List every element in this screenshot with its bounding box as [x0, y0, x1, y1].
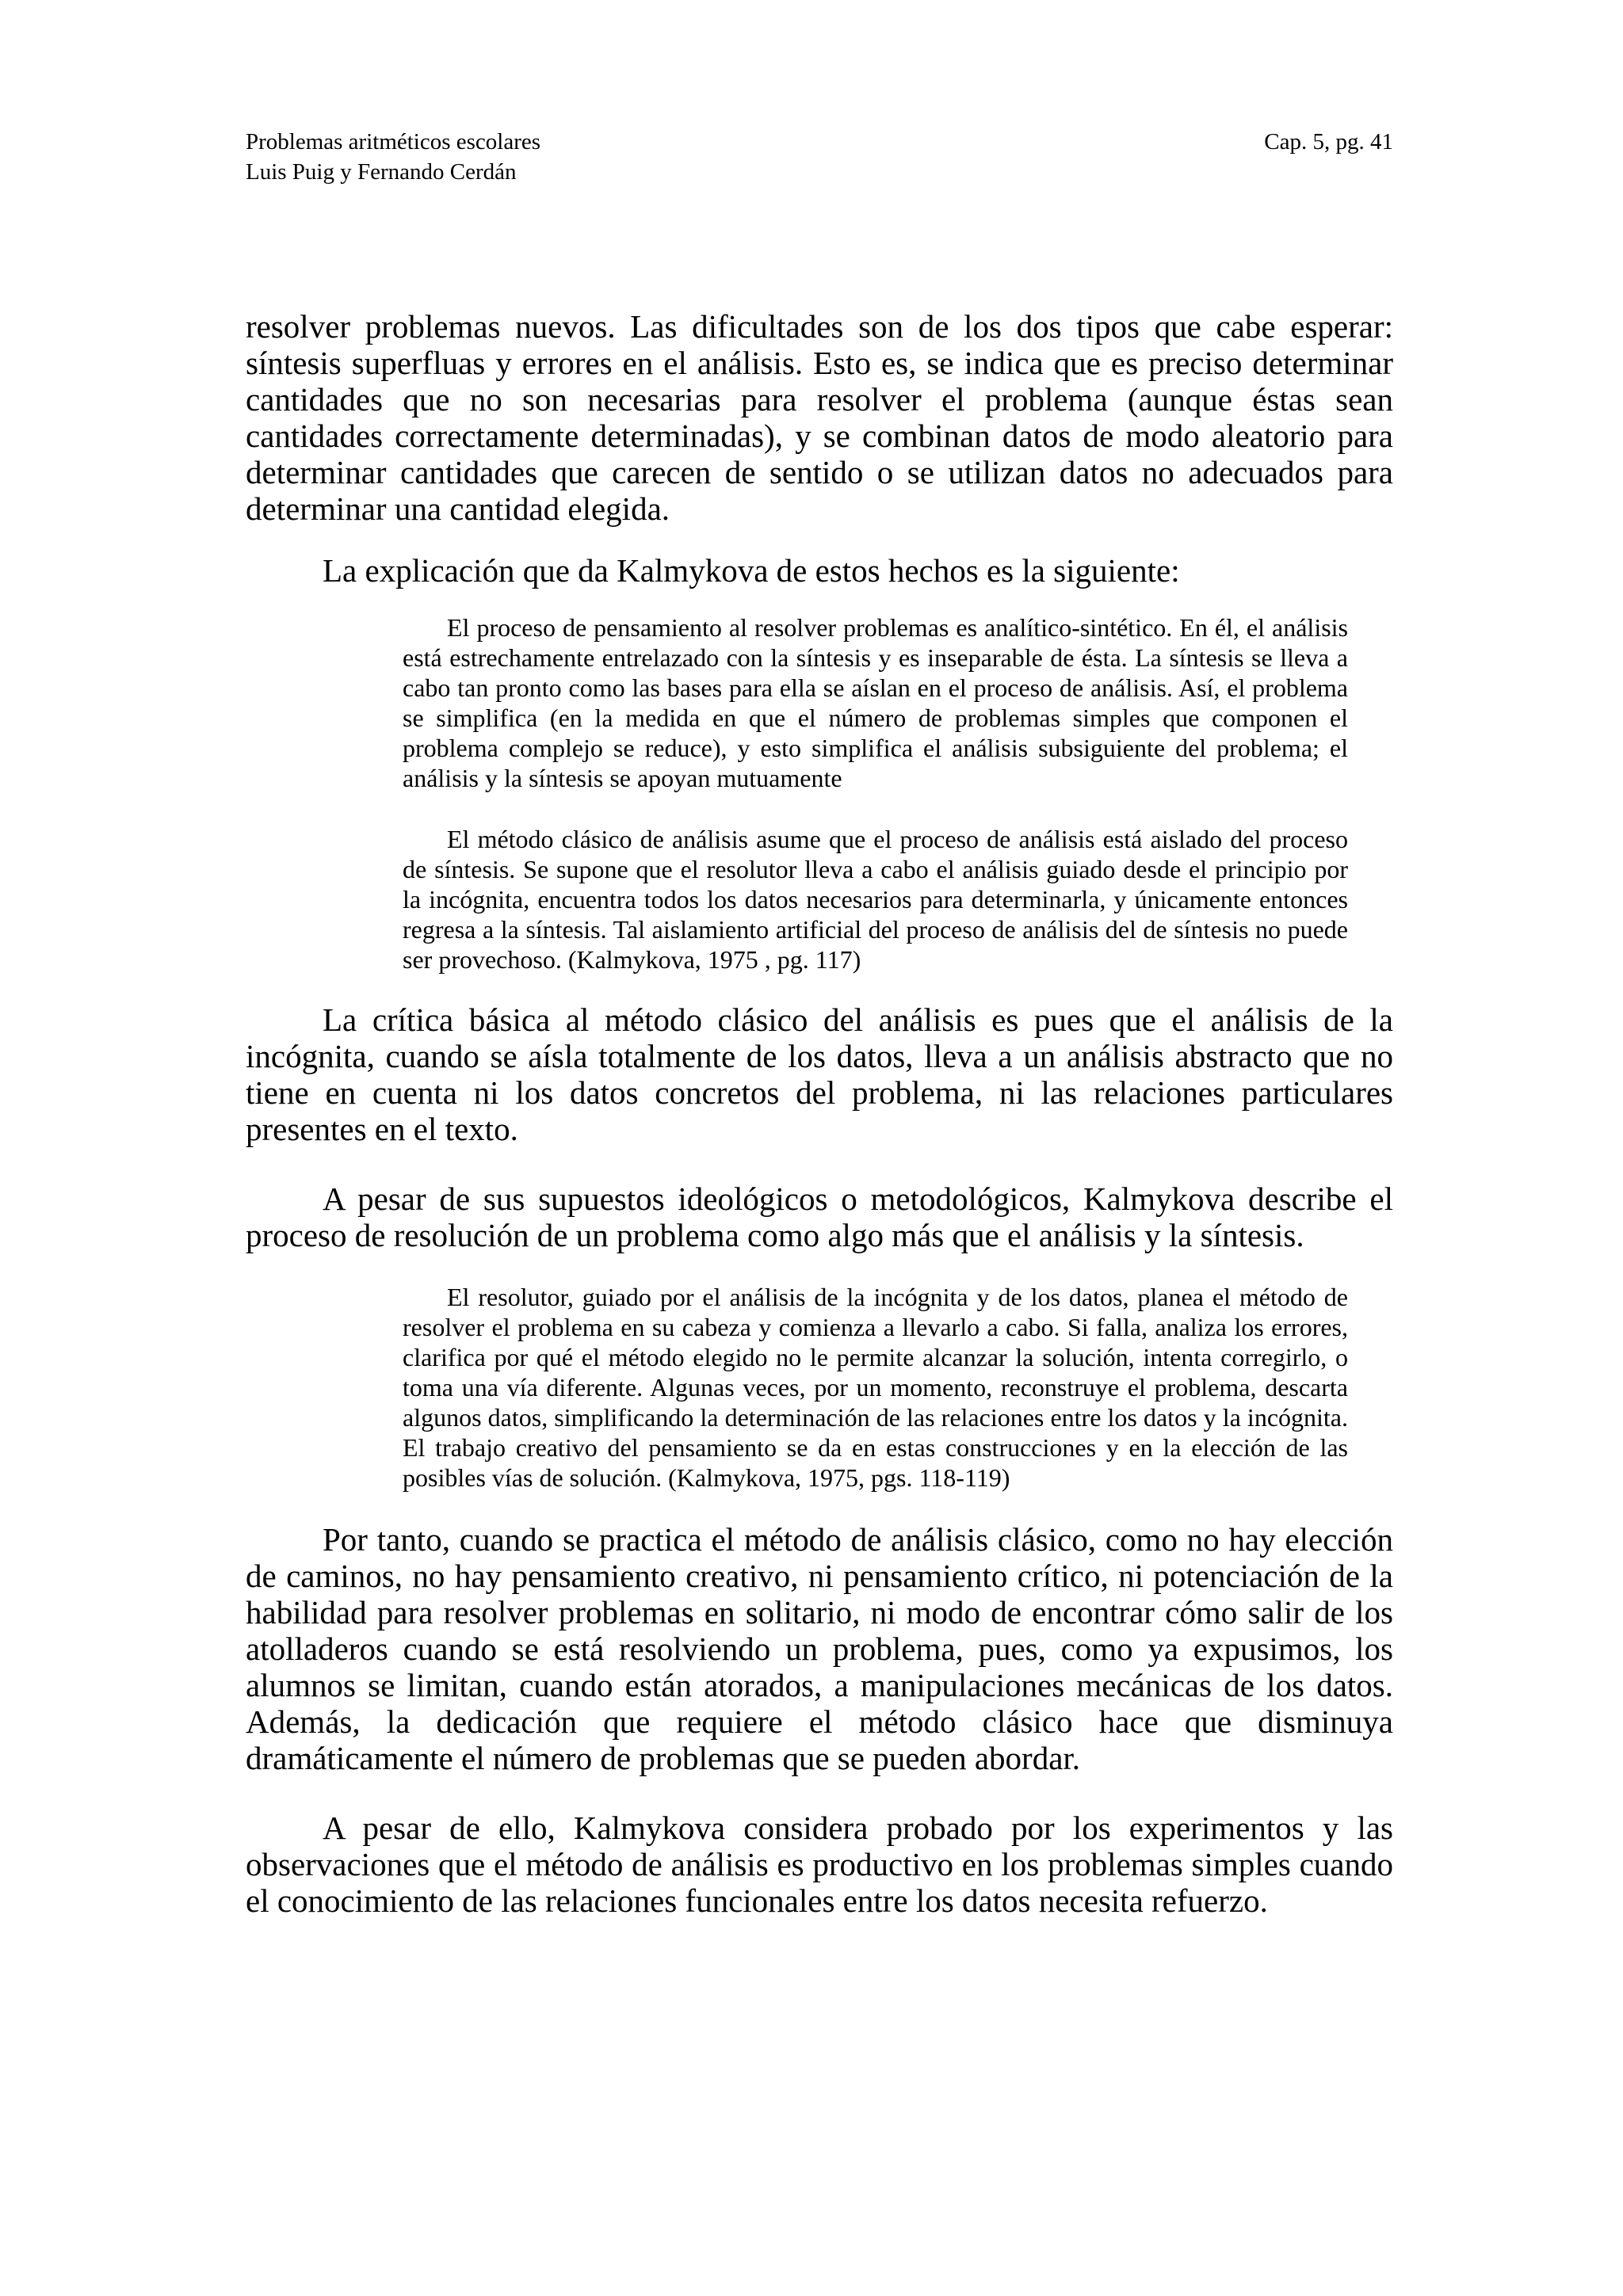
- paragraph-2: La explicación que da Kalmykova de estos hechos es la siguiente:: [323, 552, 1180, 589]
- block-quote-1: [403, 612, 1348, 974]
- page-body: [246, 308, 1393, 1919]
- block-quote-1-paragraph-a: El proceso de pensamiento al resolver problemas es analítico-sintético. En él, el análisis está estrechamente entrelazado con la síntesis y es inseparable de ésta. La síntesis se lleva a cabo tan pronto como las bases para ella se aíslan en el proceso de análisis. Así, el problema se simplifica (en la medida en que el número de problemas simples que componen el problema complejo se reduce), y esto simplifica el análisis subsiguiente del problema; el análisis y la síntesis se apoyan mutuamente: [403, 613, 1348, 792]
- header-left: [246, 127, 540, 187]
- paragraph-1: resolver problemas nuevos. Las dificultades son de los dos tipos que cabe esperar: síntesis superfluas y errores en el análisis. Esto es, se indica que es preciso determinar cantidades que no son necesarias para resolver el problema (aunque éstas sean cantidades correctamente determinadas), y se combinan datos de modo aleatorio para determinar cantidades que carecen de sentido o se utilizan datos no adecuados para determinar una cantidad elegida.: [246, 308, 1393, 527]
- header-book-title: Problemas aritméticos escolares: [246, 129, 541, 154]
- paragraph-5: Por tanto, cuando se practica el método de análisis clásico, como no hay elección de caminos, no hay pensamiento creativo, ni pensamiento crítico, ni potenciación de la habilidad para resolver problemas en solitario, ni modo de encontrar cómo salir de los atolladeros cuando se está resolviendo un problema, pues, como ya expusimos, los alumnos se limitan, cuando están atorados, a manipulaciones mecánicas de los datos. Además, la dedicación que requiere el método clásico hace que disminuya dramáticamente el número de problemas que se pueden abordar.: [246, 1521, 1393, 1776]
- header-page-number: Cap. 5, pg. 41: [1264, 129, 1393, 154]
- paragraph-4: A pesar de sus supuestos ideológicos o metodológicos, Kalmykova describe el proceso de resolución de un problema como algo más que el análisis y la síntesis.: [246, 1180, 1393, 1253]
- block-quote-2: [403, 1282, 1348, 1493]
- paragraph-6: A pesar de ello, Kalmykova considera probado por los experimentos y las observaciones que el método de análisis es productivo en los problemas simples cuando el conocimiento de las relaciones funcionales entre los datos necesita refuerzo.: [246, 1810, 1393, 1919]
- block-quote-1-paragraph-b: El método clásico de análisis asume que el proceso de análisis está aislado del proceso de síntesis. Se supone que el resolutor lleva a cabo el análisis guiado desde el principio por la incógnita, encuentra todos los datos necesarios para determinarla, y únicamente entonces regresa a la síntesis. Tal aislamiento artificial del proceso de análisis del de síntesis no puede ser provechoso. (Kalmykova, 1975 , pg. 117): [403, 825, 1348, 974]
- block-quote-2-paragraph: El resolutor, guiado por el análisis de la incógnita y de los datos, planea el método de resolver el problema en su cabeza y comienza a llevarlo a cabo. Si falla, analiza los errores, clarifica por qué el método elegido no le permite alcanzar la solución, intenta corregirlo, o toma una vía diferente. Algunas veces, por un momento, reconstruye el problema, descarta algunos datos, simplificando la determinación de las relaciones entre los datos y la incógnita. El trabajo creativo del pensamiento se da en estas construcciones y en la elección de las posibles vías de solución. (Kalmykova, 1975, pgs. 118-119): [403, 1283, 1348, 1492]
- paragraph-3: La crítica básica al método clásico del análisis es pues que el análisis de la incógnita, cuando se aísla totalmente de los datos, lleva a un análisis abstracto que no tiene en cuenta ni los datos concretos del problema, ni las relaciones particulares presentes en el texto.: [246, 1001, 1393, 1147]
- header-authors: Luis Puig y Fernando Cerdán: [246, 159, 517, 185]
